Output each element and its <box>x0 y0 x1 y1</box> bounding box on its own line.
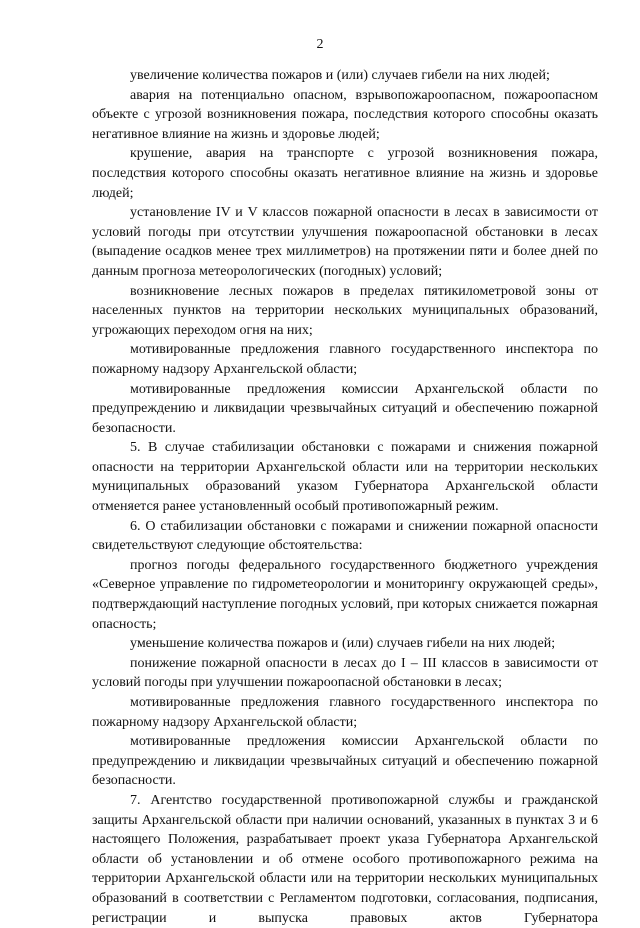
paragraph-list-item: авария на потенциально опасном, взрывопожароопасном, пожароопасном объекте с угрозой возникновения пожара, последствия которого способны оказать негативное влияние на жизнь и здоровье людей; <box>92 87 598 142</box>
section-paragraph-7: 7. Агентство государственной противопожарной службы и гражданской защиты Архангельской области при наличии оснований, указанных в пунктах 3 и 6 настоящего Положения, разрабатывает проект указа Губернатора Архангельской области об установлении и об отмене особого противопожарного режима на территории Архангельской области или на территории нескольких муниципальных образований в соответствии с Регламентом подготовки, согласования, подписания, регистрации и выпуска правовых актов Губернатора <box>92 792 598 926</box>
paragraph-list-item: мотивированные предложения главного государственного инспектора по пожарному надзору Архангельской области; <box>92 695 598 730</box>
paragraph-list-item: прогноз погоды федерального государственного бюджетного учреждения «Северное управление по гидрометеорологии и мониторингу окружающей среды», подтверждающий наступление погодных условий, при которых снижается пожарная опасность; <box>92 557 598 632</box>
section-paragraph-6: 6. О стабилизации обстановки с пожарами и снижении пожарной опасности свидетельствуют следующие обстоятельства: <box>92 518 598 554</box>
paragraph-list-item: понижение пожарной опасности в лесах до I – III классов в зависимости от условий погоды при улучшении пожароопасной обстановки в лесах; <box>92 655 598 691</box>
document-body <box>92 66 598 928</box>
paragraph-list-item: крушение, авария на транспорте с угрозой возникновения пожара, последствия которого способны оказать негативное влияние на жизнь и здоровье людей; <box>92 146 598 201</box>
paragraph-list-item: мотивированные предложения комиссии Архангельской области по предупреждению и ликвидации чрезвычайных ситуаций и обеспечению пожарной безопасности. <box>92 734 598 789</box>
paragraph-list-item: уменьшение количества пожаров и (или) случаев гибели на них людей; <box>130 636 556 652</box>
page-number: 2 <box>316 37 324 52</box>
paragraph-list-item: установление IV и V классов пожарной опасности в лесах в зависимости от условий погоды при отсутствии улучшения пожароопасной обстановки в лесах (выпадение осадков менее трех миллиметров) на протяжении пяти и более дней по данным прогноза метеорологических (погодных) условий; <box>92 205 598 279</box>
paragraph-list-item: возникновение лесных пожаров в пределах пятикилометровой зоны от населенных пунктов на территории нескольких муниципальных образований, угрожающих переходом огня на них; <box>92 283 598 338</box>
paragraph-list-item: мотивированные предложения главного государственного инспектора по пожарному надзору Архангельской области; <box>92 342 598 377</box>
paragraph-list-item: мотивированные предложения комиссии Архангельской области по предупреждению и ликвидации чрезвычайных ситуаций и обеспечению пожарной безопасности. <box>92 381 598 436</box>
paragraph-list-item: увеличение количества пожаров и (или) случаев гибели на них людей; <box>130 68 550 83</box>
section-paragraph-5: 5. В случае стабилизации обстановки с пожарами и снижения пожарной опасности на территории Архангельской области или на территории нескольких муниципальных образований указом Губернатора Архангельской области отменяется ранее установленный особый противопожарный режим. <box>92 440 598 515</box>
